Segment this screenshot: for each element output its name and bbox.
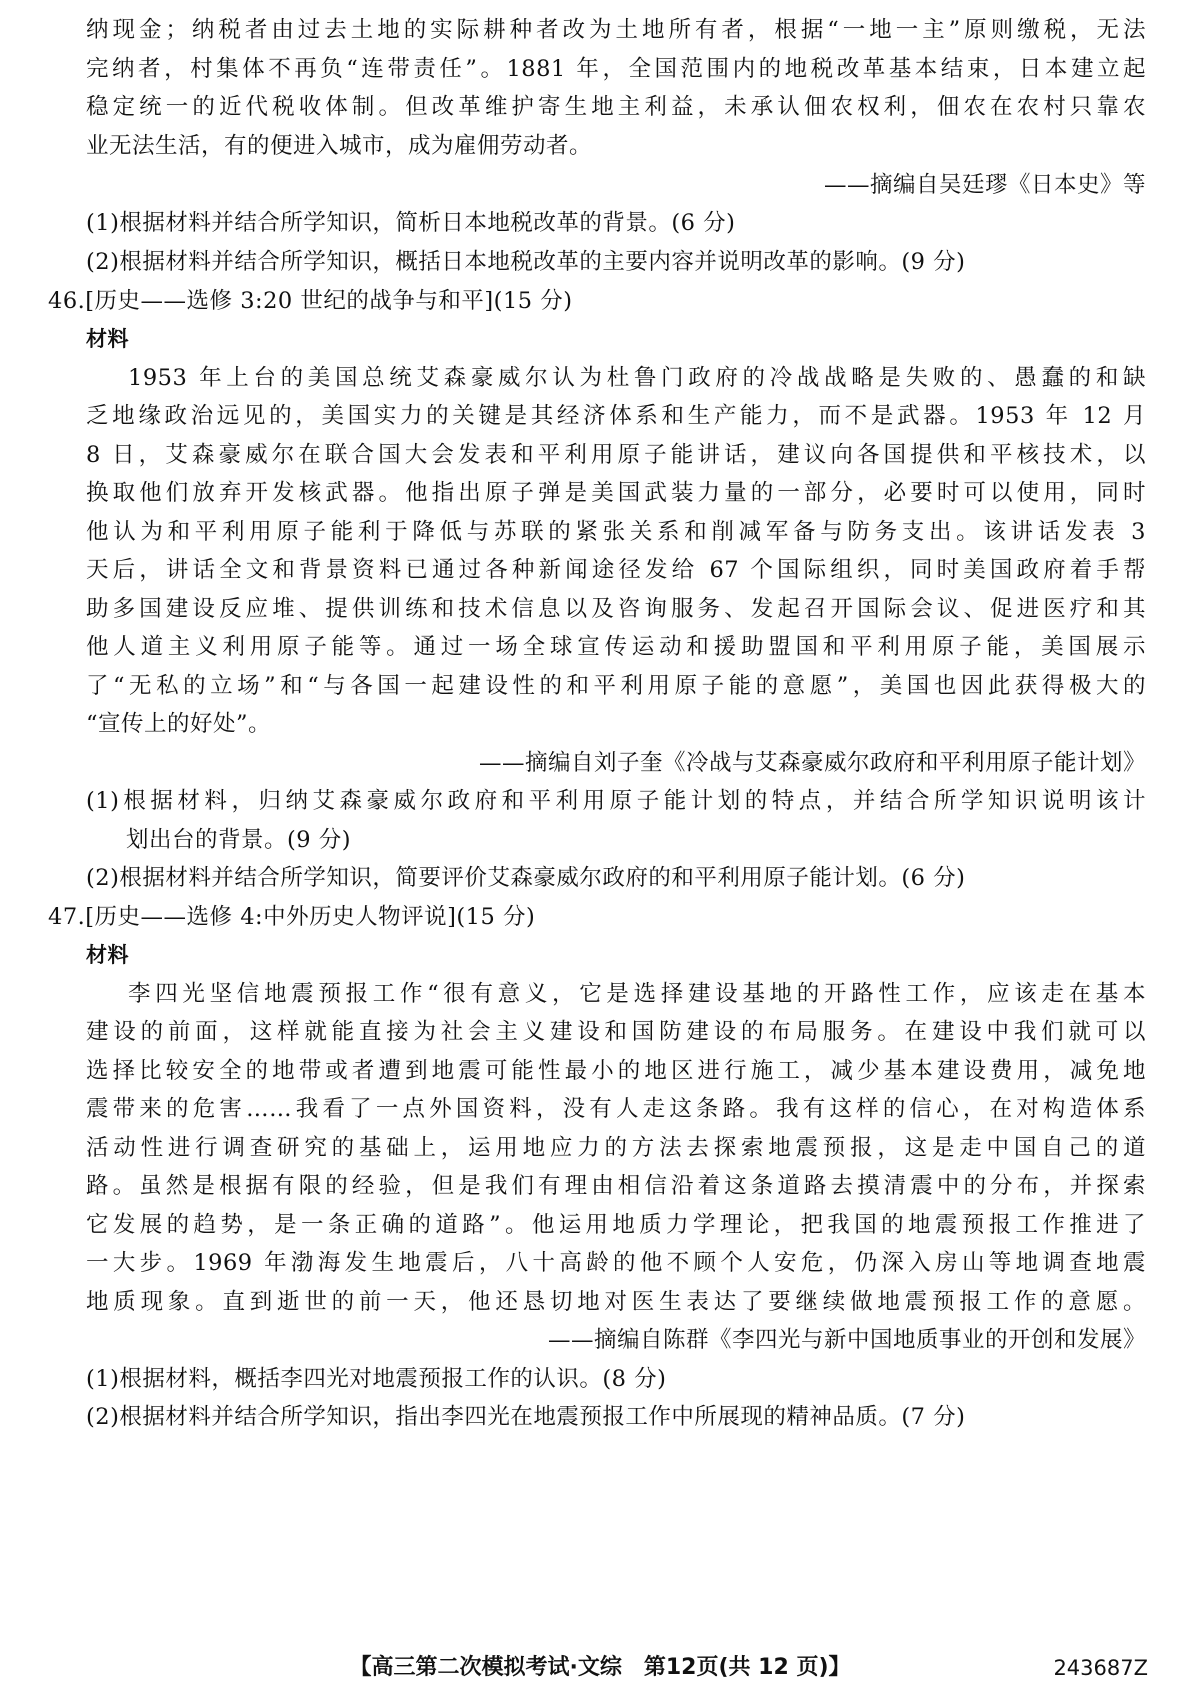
q46-line-10: “宣传上的好处”。 bbox=[86, 711, 272, 737]
intro-line-3: 稳定统一的近代税收体制。但改革维护寄生地主利益，未承认佃农权利，佃农在农村只靠农 bbox=[86, 94, 1146, 120]
q46-material-label: 材料 bbox=[86, 327, 129, 351]
q47-line-5: 活动性进行调查研究的基础上，运用地应力的方法去探索地震预报，这是走中国自己的道 bbox=[86, 1135, 1146, 1161]
q47-line-7: 它发展的趋势，是一条正确的道路”。他运用地质力学理论，把我国的地震预报工作推进了 bbox=[86, 1212, 1146, 1238]
q46-line-2: 乏地缘政治远见的，美国实力的关键是其经济体系和生产能力，而不是武器。1953 年 12 月 bbox=[86, 403, 1146, 429]
q46-question-1-line-2: 划出台的背景。(9 分) bbox=[126, 827, 352, 853]
q47-line-9: 地质现象。直到逝世的前一天，他还恳切地对医生表达了要继续做地震预报工作的意愿。 bbox=[86, 1289, 1146, 1315]
q46-line-1: 1953 年上台的美国总统艾森豪威尔认为杜鲁门政府的冷战战略是失败的、愚蠢的和缺 bbox=[128, 365, 1146, 391]
paper-code: 243687Z bbox=[1053, 1656, 1148, 1680]
q47-question-1: (1)根据材料，概括李四光对地震预报工作的认识。(8 分) bbox=[86, 1366, 667, 1392]
q45-question-1: (1)根据材料并结合所学知识，简析日本地税改革的背景。(6 分) bbox=[86, 210, 736, 236]
q46-source: ——摘编自刘子奎《冷战与艾森豪威尔政府和平利用原子能计划》 bbox=[478, 750, 1146, 776]
q47-question-2: (2)根据材料并结合所学知识，指出李四光在地震预报工作中所展现的精神品质。(7 分) bbox=[86, 1404, 966, 1430]
q46-line-9: 了“无私的立场”和“与各国一起建设性的和平利用原子能的意愿”，美国也因此获得极大的 bbox=[86, 673, 1146, 699]
q46-line-5: 他认为和平利用原子能利于降低与苏联的紧张关系和削减军备与防务支出。该讲话发表 3 bbox=[86, 519, 1146, 545]
q46-heading: 46.[历史——选修 3:20 世纪的战争与和平](15 分) bbox=[48, 288, 573, 314]
q46-line-8: 他人道主义利用原子能等。通过一场全球宣传运动和援助盟国和平利用原子能，美国展示 bbox=[86, 634, 1146, 660]
q46-question-2: (2)根据材料并结合所学知识，简要评价艾森豪威尔政府的和平利用原子能计划。(6 分) bbox=[86, 865, 966, 891]
q46-line-4: 换取他们放弃开发核武器。他指出原子弹是美国武装力量的一部分，必要时可以使用，同时 bbox=[86, 480, 1146, 506]
q46-line-6: 天后，讲话全文和背景资料已通过各种新闻途径发给 67 个国际组织，同时美国政府着手帮 bbox=[86, 557, 1146, 583]
q47-line-1: 李四光坚信地震预报工作“很有意义，它是选择建设基地的开路性工作，应该走在基本 bbox=[128, 981, 1146, 1007]
q46-line-3: 8 日，艾森豪威尔在联合国大会发表和平利用原子能讲话，建议向各国提供和平核技术，以 bbox=[86, 442, 1146, 468]
q47-line-3: 选择比较安全的地带或者遭到地震可能性最小的地区进行施工，减少基本建设费用，减免地 bbox=[86, 1058, 1146, 1084]
page-footer: 【高三第二次模拟考试·文综 第12页(共 12 页)】 bbox=[349, 1655, 851, 1680]
q46-line-7: 助多国建设反应堆、提供训练和技术信息以及咨询服务、发起召开国际会议、促进医疗和其 bbox=[86, 596, 1146, 622]
q47-heading: 47.[历史——选修 4:中外历史人物评说](15 分) bbox=[48, 904, 536, 930]
q47-source: ——摘编自陈群《李四光与新中国地质事业的开创和发展》 bbox=[547, 1327, 1146, 1353]
intro-source: ——摘编自吴廷璆《日本史》等 bbox=[823, 172, 1146, 198]
q47-line-2: 建设的前面，这样就能直接为社会主义建设和国防建设的布局服务。在建设中我们就可以 bbox=[86, 1019, 1146, 1045]
q47-line-6: 路。虽然是根据有限的经验，但是我们有理由相信沿着这条道路去摸清震中的分布，并探索 bbox=[86, 1173, 1146, 1199]
q47-material-label: 材料 bbox=[86, 943, 129, 967]
intro-line-2: 完纳者，村集体不再负“连带责任”。1881 年，全国范围内的地税改革基本结束，日本建立起 bbox=[86, 56, 1146, 82]
q45-question-2: (2)根据材料并结合所学知识，概括日本地税改革的主要内容并说明改革的影响。(9 分) bbox=[86, 249, 966, 275]
q47-line-8: 一大步。1969 年渤海发生地震后，八十高龄的他不顾个人安危，仍深入房山等地调查地震 bbox=[86, 1250, 1146, 1276]
intro-line-4: 业无法生活，有的便进入城市，成为雇佣劳动者。 bbox=[86, 133, 593, 159]
q46-question-1-line-1: (1)根据材料，归纳艾森豪威尔政府和平利用原子能计划的特点，并结合所学知识说明该计 bbox=[86, 788, 1146, 814]
q47-line-4: 震带来的危害……我看了一点外国资料，没有人走这条路。我有这样的信心，在对构造体系 bbox=[86, 1096, 1146, 1122]
intro-line-1: 纳现金；纳税者由过去土地的实际耕种者改为土地所有者，根据“一地一主”原则缴税，无法 bbox=[86, 17, 1146, 43]
